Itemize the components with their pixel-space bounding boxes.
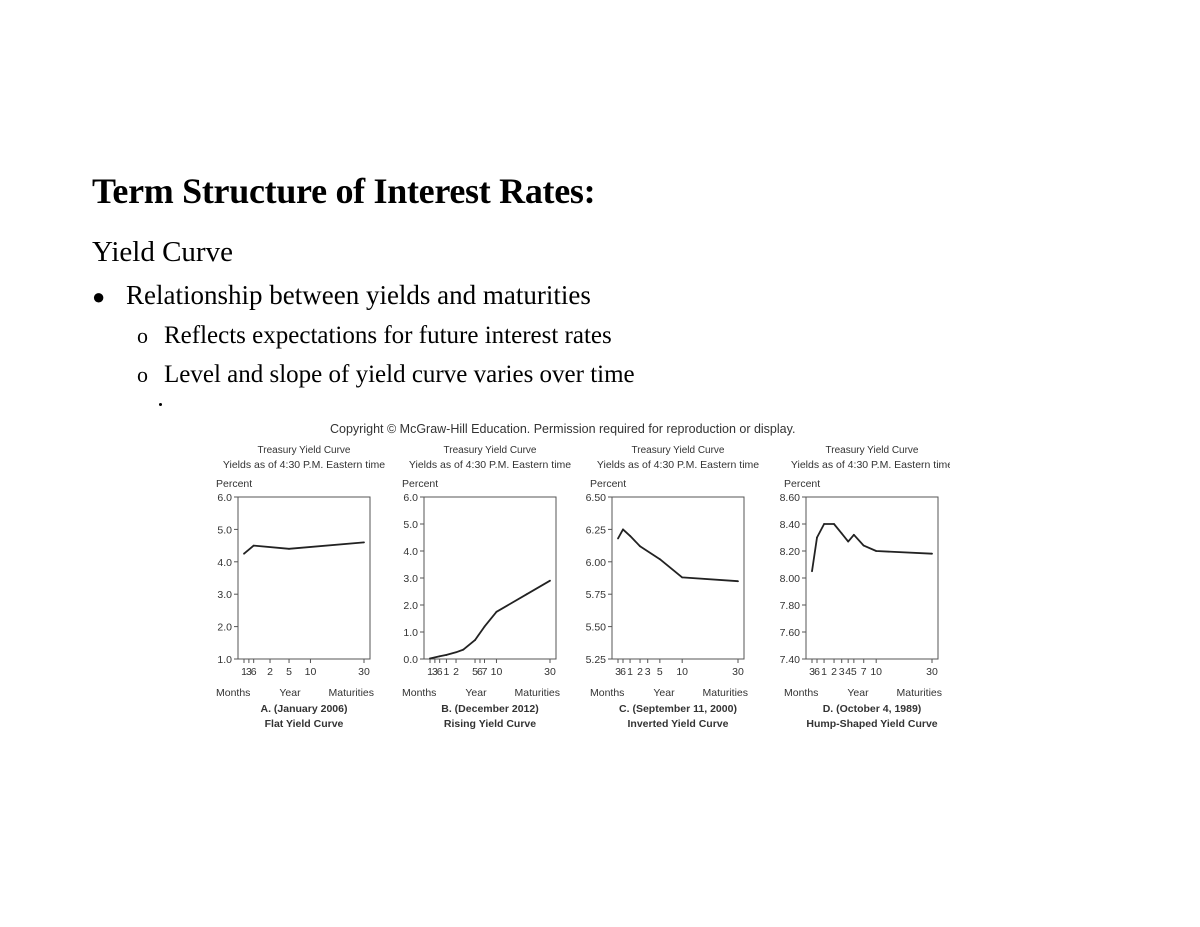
y-tick-label: 3.0 [217, 589, 232, 602]
x-tick-label: 1 [627, 666, 633, 678]
x-tick-label: 4 [845, 666, 852, 678]
x-tick-label: 5 [656, 666, 663, 678]
y-tick-label: 4.0 [403, 546, 418, 558]
data-point [363, 541, 365, 543]
circle-bullet-icon: o [137, 323, 148, 348]
x-tick-label: 2 [267, 666, 273, 678]
data-point [639, 545, 641, 547]
x-axis-label-year: Year [847, 687, 869, 699]
x-tick-label: 3 [431, 666, 438, 678]
y-tick-label: 1.0 [217, 654, 232, 666]
x-tick-label: 5 [472, 666, 478, 678]
y-tick-label: 6.0 [217, 492, 232, 504]
plot-frame [806, 497, 938, 659]
chart-caption-type: Hump-Shaped Yield Curve [806, 718, 938, 730]
y-tick-label: 8.60 [779, 492, 800, 504]
data-point [253, 545, 255, 547]
data-point [931, 553, 933, 555]
x-axis-label-months: Months [784, 687, 819, 699]
y-tick-label: 6.25 [585, 524, 606, 537]
data-point [288, 548, 290, 550]
data-point [847, 541, 849, 543]
sub-bullet-text: Level and slope of yield curve varies over time [164, 361, 635, 388]
y-axis-label: Percent [590, 478, 627, 490]
plot-frame [238, 497, 370, 659]
x-tick-label: 3 [809, 666, 815, 678]
sub-bullet-text: Reflects expectations for future interest rates [164, 322, 612, 349]
data-point [833, 523, 835, 525]
data-point [629, 535, 631, 537]
x-tick-label: 30 [926, 666, 938, 678]
chart-subtitle: Yields as of 4:30 P.M. Eastern time [790, 459, 950, 471]
yield-curve-charts [200, 438, 950, 738]
x-tick-label: 10 [304, 666, 317, 678]
chart-caption-type: Rising Yield Curve [443, 718, 537, 730]
x-tick-label: 6 [477, 666, 483, 678]
y-tick-label: 1.0 [403, 627, 418, 639]
data-point [484, 626, 486, 628]
y-tick-label: 7.80 [779, 600, 800, 612]
y-tick-label: 6.00 [585, 556, 606, 569]
x-tick-label: 5 [286, 666, 292, 678]
y-tick-label: 5.0 [217, 524, 232, 537]
chart-subtitle: Yields as of 4:30 P.M. Eastern time [596, 459, 760, 471]
y-tick-label: 5.75 [585, 589, 606, 602]
x-tick-label: 3 [615, 666, 621, 678]
chart-subtitle: Yields as of 4:30 P.M. Eastern time [222, 459, 386, 471]
x-tick-label: 10 [870, 666, 883, 678]
data-point [853, 534, 855, 536]
x-tick-label: 6 [620, 666, 626, 678]
x-tick-label: 3 [644, 666, 651, 678]
bullet-item [92, 280, 591, 311]
y-tick-label: 5.0 [403, 519, 418, 531]
data-point [816, 537, 818, 539]
x-tick-label: 2 [453, 666, 459, 678]
data-point [243, 553, 245, 555]
x-axis-label-maturities: Maturities [514, 687, 560, 699]
data-point [439, 655, 441, 657]
chart-title: Treasury Yield Curve [257, 445, 351, 456]
data-point [622, 529, 624, 531]
data-point [841, 533, 843, 535]
data-point [811, 570, 813, 572]
chart-caption: D. (October 4, 1989) [822, 703, 922, 715]
data-point [875, 550, 877, 552]
y-tick-label: 7.40 [779, 654, 800, 666]
sub-bullet-item [137, 361, 635, 389]
x-tick-label: 3 [245, 666, 252, 678]
x-tick-label: 1 [443, 666, 450, 678]
y-tick-label: 2.0 [403, 600, 418, 612]
copyright-notice: Copyright © McGraw-Hill Education. Permission required for reproduction or display. [330, 422, 796, 436]
bullet-text: Relationship between yields and maturities [126, 280, 591, 310]
x-tick-label: 1 [427, 666, 433, 678]
x-tick-label: 7 [481, 666, 488, 678]
data-point [455, 651, 457, 653]
x-axis-label-months: Months [402, 687, 437, 699]
yield-curve-line [430, 581, 550, 659]
x-tick-label: 30 [732, 666, 744, 678]
x-tick-label: 30 [544, 666, 556, 678]
y-tick-label: 0.0 [403, 654, 418, 666]
chart-title: Treasury Yield Curve [443, 445, 537, 456]
x-tick-label: 10 [490, 666, 503, 678]
x-tick-label: 2 [637, 666, 643, 678]
slide-subtitle: Yield Curve [92, 236, 233, 268]
data-point [823, 523, 825, 525]
x-axis-label-year: Year [653, 687, 675, 699]
x-tick-label: 10 [676, 666, 689, 678]
x-axis-label-year: Year [279, 687, 301, 699]
plot-frame [424, 497, 556, 659]
chart-title: Treasury Yield Curve [631, 445, 725, 456]
x-tick-label: 5 [850, 666, 857, 678]
data-point [659, 558, 661, 560]
x-axis-label-maturities: Maturities [896, 687, 942, 699]
data-point [446, 654, 448, 656]
x-axis-label-months: Months [216, 687, 251, 699]
x-axis-label-maturities: Maturities [702, 687, 748, 699]
x-tick-label: 1 [821, 666, 827, 678]
chart-subtitle: Yields as of 4:30 P.M. Eastern time [408, 459, 572, 471]
slide-title: Term Structure of Interest Rates: [92, 171, 596, 211]
y-tick-label: 5.50 [585, 621, 606, 634]
data-point [526, 593, 528, 595]
data-point [429, 658, 431, 660]
yield-curve-line [812, 524, 932, 571]
y-tick-label: 3.0 [403, 573, 418, 585]
x-tick-label: 2 [831, 666, 837, 678]
x-tick-label: 7 [860, 666, 867, 678]
charts-svg [200, 438, 950, 738]
x-tick-label: 30 [358, 666, 370, 678]
y-tick-label: 7.60 [779, 627, 800, 639]
x-tick-label: 6 [814, 666, 820, 678]
x-tick-label: 6 [250, 666, 257, 678]
chart-caption: B. (December 2012) [441, 703, 539, 715]
bullet-dot-icon: ● [92, 284, 106, 309]
plot-frame [612, 497, 744, 659]
data-point [474, 639, 476, 641]
data-point [863, 545, 865, 547]
data-point [549, 580, 551, 582]
stray-dot [159, 403, 162, 406]
chart-caption: A. (January 2006) [260, 703, 348, 715]
yield-curve-line [618, 529, 738, 581]
y-tick-label: 4.0 [217, 556, 232, 569]
chart-caption-type: Inverted Yield Curve [627, 718, 729, 730]
y-axis-label: Percent [216, 478, 253, 490]
x-tick-label: 1 [241, 666, 247, 678]
chart-caption-type: Flat Yield Curve [264, 718, 344, 730]
x-axis-label-maturities: Maturities [328, 687, 374, 699]
x-tick-label: 3 [838, 666, 845, 678]
yield-curve-line [244, 542, 364, 553]
y-tick-label: 6.50 [585, 492, 606, 504]
data-point [462, 649, 464, 651]
y-tick-label: 2.0 [217, 621, 232, 634]
chart-title: Treasury Yield Curve [825, 445, 919, 456]
y-tick-label: 6.0 [403, 492, 418, 504]
data-point [681, 576, 683, 578]
y-axis-label: Percent [784, 478, 821, 490]
circle-bullet-icon: o [137, 362, 148, 387]
chart-caption: C. (September 11, 2000) [619, 703, 737, 715]
x-axis-label-months: Months [590, 687, 625, 699]
sub-bullet-item [137, 322, 612, 350]
x-tick-label: 6 [436, 666, 443, 678]
y-tick-label: 5.25 [585, 654, 606, 666]
data-point [617, 538, 619, 540]
y-axis-label: Percent [402, 478, 439, 490]
data-point [737, 580, 739, 582]
y-tick-label: 8.40 [779, 519, 800, 531]
x-axis-label-year: Year [465, 687, 487, 699]
y-tick-label: 8.20 [779, 546, 800, 558]
y-tick-label: 8.00 [779, 573, 800, 585]
data-point [496, 611, 498, 613]
